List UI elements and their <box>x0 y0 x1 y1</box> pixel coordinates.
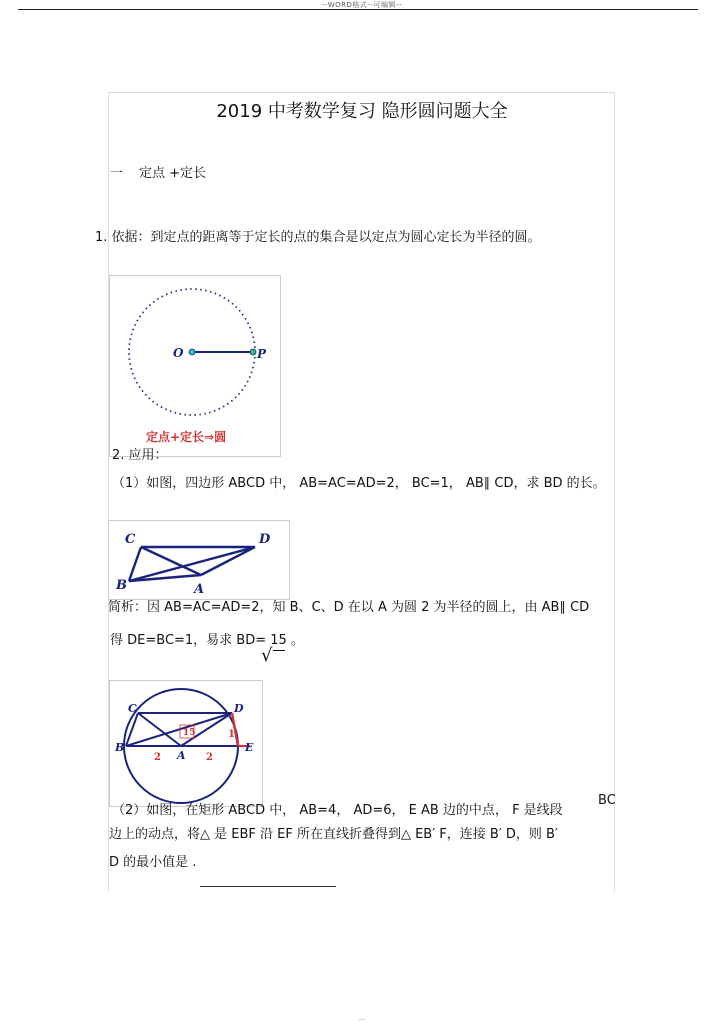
label-a: A <box>177 749 186 762</box>
header-rule <box>18 9 698 10</box>
figure-quadrilateral <box>108 520 290 600</box>
length-ae: 2 <box>206 752 213 763</box>
figure-circle-analysis-svg <box>110 681 262 806</box>
problem2-line1: （2）如图，在矩形 ABCD 中， AB=4， AD=6， E AB 边的中点， F 是线段 <box>112 803 563 818</box>
label-d: D <box>259 532 271 547</box>
label-p: P <box>257 347 267 361</box>
item1-text: 1. 依据：到定点的距离等于定长的点的集合是以定点为圆心定长为半径的圆。 <box>95 230 541 245</box>
label-d: D <box>234 702 244 715</box>
figure-caption: 定点+定长⇒圆 <box>146 430 227 444</box>
problem1-text: （1）如图，四边形 ABCD 中， AB=AC=AD=2， BC=1， AB∥ CD，求 BD 的长。 <box>112 476 606 491</box>
answer-blank <box>200 886 336 887</box>
length-ab: 2 <box>154 752 161 763</box>
length-bd: 15 <box>183 728 196 738</box>
item2-heading: 2. 应用： <box>112 448 168 463</box>
point-p <box>250 349 256 355</box>
section-number: 一 <box>110 166 124 181</box>
sqrt-sign: √ <box>261 645 273 666</box>
label-b: B <box>115 741 125 754</box>
page-title: 2019 中考数学复习 隐形圆问题大全 <box>216 101 508 122</box>
problem2-bc: BC <box>598 793 616 808</box>
sqrt-bar <box>273 650 285 651</box>
diagonal-bd <box>126 713 232 746</box>
length-de: 1 <box>228 729 235 740</box>
page-frame-right <box>614 92 615 892</box>
label-e: E <box>245 741 254 754</box>
page-frame-top <box>108 92 615 93</box>
page-footer: --- <box>358 1016 366 1023</box>
problem2-line2: 边上的动点，将△ 是 EBF 沿 EF 所在直线折叠得到△ EB′ F，连接 B′ D，则 B′ <box>109 827 558 842</box>
label-c: C <box>128 702 137 715</box>
figure-quadrilateral-svg <box>109 521 289 599</box>
problem2-line3: D 的最小值是 . <box>109 855 197 870</box>
edge-ad <box>201 547 255 575</box>
figure-circle-svg <box>110 276 280 456</box>
label-o: O <box>173 346 184 360</box>
page-header: --WORD格式--可编辑-- <box>321 1 403 9</box>
figure-circle <box>109 275 281 457</box>
analysis-line2: 得 DE=BC=1，易求 BD= 15 。 <box>110 633 304 648</box>
label-c: C <box>125 532 136 547</box>
figure-circle-analysis <box>109 680 263 807</box>
edge-cb <box>129 547 141 581</box>
label-a: A <box>194 582 205 597</box>
analysis-line1: 简析：因 AB=AC=AD=2，知 B、C、D 在以 A 为圆 2 为半径的圆上，由 AB∥ CD <box>108 600 590 615</box>
label-b: B <box>116 578 127 593</box>
section-heading: 定点 +定长 <box>139 166 207 181</box>
point-o <box>189 349 195 355</box>
